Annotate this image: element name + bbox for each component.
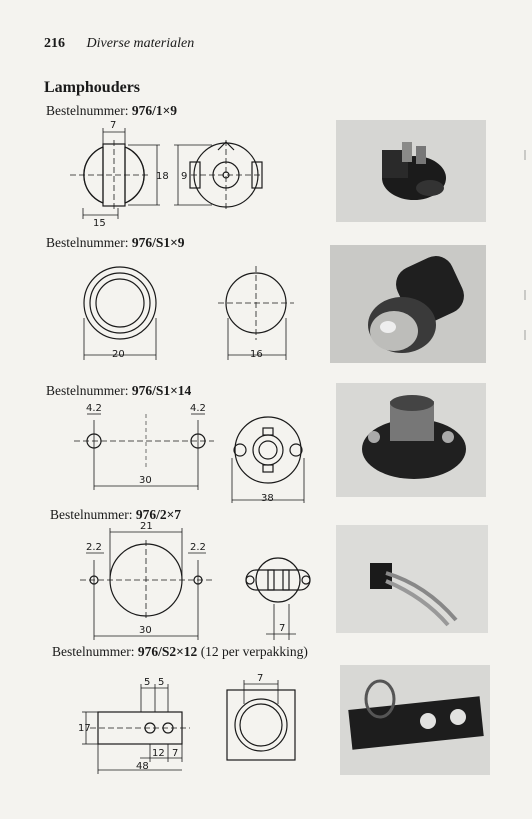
dim-label: 18 <box>156 171 169 182</box>
order-label: Bestelnummer: <box>46 103 129 118</box>
dim-label: 2.2 <box>86 542 102 553</box>
dim-label: 7 <box>279 623 286 634</box>
order-code: 976/1×9 <box>131 103 178 118</box>
dim-label: 16 <box>250 349 263 360</box>
photo-lampholder-3 <box>336 383 486 497</box>
dim-label: 7 <box>172 748 179 759</box>
chapter-title: Diverse materialen <box>86 36 195 51</box>
dim-label: 7 <box>257 673 264 684</box>
dim-label: 4.2 <box>190 403 206 414</box>
order-label: Bestelnummer: <box>50 507 133 522</box>
order-code: 976/S1×9 <box>131 235 185 250</box>
dim-label: 9 <box>181 171 188 182</box>
lampholder-photo-image <box>340 665 490 775</box>
lampholder-photo-image <box>330 245 486 363</box>
lampholder-photo-image <box>336 525 488 633</box>
order-label: Bestelnummer: <box>52 644 135 659</box>
dim-label: 15 <box>93 218 106 229</box>
scan-edge-mark <box>524 150 526 160</box>
drawing-2-side-view <box>218 266 294 360</box>
dim-label: 30 <box>139 475 152 486</box>
section-title: Lamphouders <box>44 79 141 96</box>
scan-edge-mark <box>524 330 526 340</box>
drawing-5-side-view <box>227 680 295 760</box>
dim-label: 12 <box>152 748 165 759</box>
dim-label: 30 <box>139 625 152 636</box>
lampholder-photo-image <box>336 120 486 222</box>
dim-label: 4.2 <box>86 403 102 414</box>
photo-lampholder-2 <box>330 245 486 363</box>
dim-label: 38 <box>261 493 274 504</box>
order-code: 976/S2×12 <box>137 644 198 659</box>
dim-label: 17 <box>78 723 91 734</box>
photo-lampholder-4 <box>336 525 488 633</box>
dim-label: 48 <box>136 761 149 772</box>
photo-lampholder-1 <box>336 120 486 222</box>
dim-label: 2.2 <box>190 542 206 553</box>
dim-label: 5 <box>158 677 165 688</box>
order-code: 976/2×7 <box>135 507 182 522</box>
order-label: Bestelnummer: <box>46 235 129 250</box>
order-note: (12 per verpakking) <box>200 644 308 659</box>
page-number: 216 <box>44 36 65 51</box>
photo-lampholder-5 <box>340 665 490 775</box>
drawing-1-front-view <box>70 128 160 219</box>
scan-edge-mark <box>524 290 526 300</box>
drawing-2-front-view <box>84 267 156 360</box>
order-code: 976/S1×14 <box>131 383 192 398</box>
dim-label: 7 <box>110 120 117 131</box>
dim-label: 20 <box>112 349 125 360</box>
dimension-labels <box>78 120 285 772</box>
lampholder-photo-image <box>336 383 486 497</box>
drawing-3-side-view <box>232 417 304 503</box>
drawing-4-side-view <box>246 558 310 640</box>
dim-label: 21 <box>140 521 153 532</box>
order-label: Bestelnummer: <box>46 383 129 398</box>
dim-label: 5 <box>144 677 151 688</box>
